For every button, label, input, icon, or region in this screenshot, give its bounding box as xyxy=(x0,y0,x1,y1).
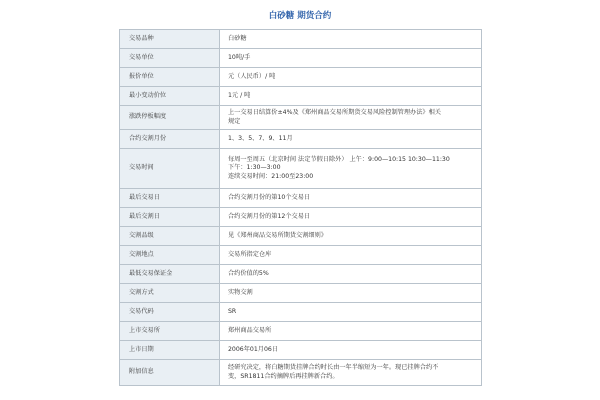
value-line: 变，SR1811合约摘牌后再挂牌新合约。 xyxy=(228,372,339,380)
table-row xyxy=(120,149,482,189)
table-row xyxy=(120,322,482,341)
row-value xyxy=(220,68,482,87)
row-value xyxy=(220,106,482,130)
value-line: SR xyxy=(228,307,237,315)
table-row xyxy=(120,360,482,386)
value-line: 郑州商品交易所 xyxy=(228,326,272,334)
value-line: 合约交割月份的第10个交易日 xyxy=(228,193,311,201)
row-label: 最后交割日 xyxy=(120,208,220,227)
table-row xyxy=(120,208,482,227)
table-row xyxy=(120,227,482,246)
row-value xyxy=(220,87,482,106)
table-row xyxy=(120,68,482,87)
row-value xyxy=(220,341,482,360)
value-line: 实物交割 xyxy=(228,288,253,296)
row-value xyxy=(220,322,482,341)
contract-spec-table xyxy=(119,29,482,386)
table-row xyxy=(120,284,482,303)
row-label: 交易代码 xyxy=(120,303,220,322)
row-label: 最小变动价位 xyxy=(120,87,220,106)
table-row xyxy=(120,106,482,130)
value-line: 每周一至周五（北京时间 法定节假日除外） 上午：9:00—10:15 10:30—11:30 xyxy=(228,155,450,163)
row-label: 报价单位 xyxy=(120,68,220,87)
row-value xyxy=(220,303,482,322)
row-label: 交割方式 xyxy=(120,284,220,303)
table-row xyxy=(120,87,482,106)
row-label: 上市交易所 xyxy=(120,322,220,341)
value-line: 上一交易日结算价±4%及《郑州商品交易所期货交易风险控制管理办法》相关 xyxy=(228,108,441,116)
value-line: 1、3、5、7、9、11月 xyxy=(228,134,293,142)
value-line: 2006年01月06日 xyxy=(228,345,279,353)
table-row xyxy=(120,341,482,360)
row-label: 最低交易保证金 xyxy=(120,265,220,284)
table-row xyxy=(120,49,482,68)
row-value xyxy=(220,246,482,265)
value-line: 10吨/手 xyxy=(228,53,251,61)
row-label: 交易单位 xyxy=(120,49,220,68)
row-value xyxy=(220,149,482,189)
table-row xyxy=(120,30,482,49)
row-label: 交易品种 xyxy=(120,30,220,49)
row-value xyxy=(220,284,482,303)
value-line: 合约价值的5% xyxy=(228,269,269,277)
row-label: 涨跌停板幅度 xyxy=(120,106,220,130)
row-label: 上市日期 xyxy=(120,341,220,360)
row-label: 合约交割月份 xyxy=(120,130,220,149)
row-label: 最后交易日 xyxy=(120,189,220,208)
row-value xyxy=(220,208,482,227)
row-value xyxy=(220,189,482,208)
row-value xyxy=(220,227,482,246)
row-value xyxy=(220,49,482,68)
value-line: 见《郑州商品交易所期货交割细则》 xyxy=(228,231,327,239)
table-row xyxy=(120,130,482,149)
value-line: 白砂糖 xyxy=(228,34,247,42)
row-value xyxy=(220,130,482,149)
row-label: 附加信息 xyxy=(120,360,220,386)
value-line: 交易所指定仓库 xyxy=(228,250,272,258)
row-label: 交割地点 xyxy=(120,246,220,265)
row-label: 交割品级 xyxy=(120,227,220,246)
value-line: 下午：1:30—3:00 xyxy=(228,164,281,172)
value-line: 连续交易时间：21:00至23:00 xyxy=(228,172,314,180)
value-line: 规定 xyxy=(228,117,241,125)
table-row xyxy=(120,189,482,208)
row-label: 交易时间 xyxy=(120,149,220,189)
row-value xyxy=(220,265,482,284)
table-row xyxy=(120,246,482,265)
row-value xyxy=(220,30,482,49)
value-line: 元（人民币）/ 吨 xyxy=(228,72,276,80)
value-line: 合约交割月份的第12个交易日 xyxy=(228,212,311,220)
table-row xyxy=(120,265,482,284)
value-line: 1元 / 吨 xyxy=(228,91,251,99)
row-value xyxy=(220,360,482,386)
value-line: 经研究决定，将白糖期货挂牌合约时长由一年半缩短为一年。现已挂牌合约不 xyxy=(228,363,439,371)
table-row xyxy=(120,303,482,322)
page-title: 白砂糖 期货合约 xyxy=(268,11,332,21)
